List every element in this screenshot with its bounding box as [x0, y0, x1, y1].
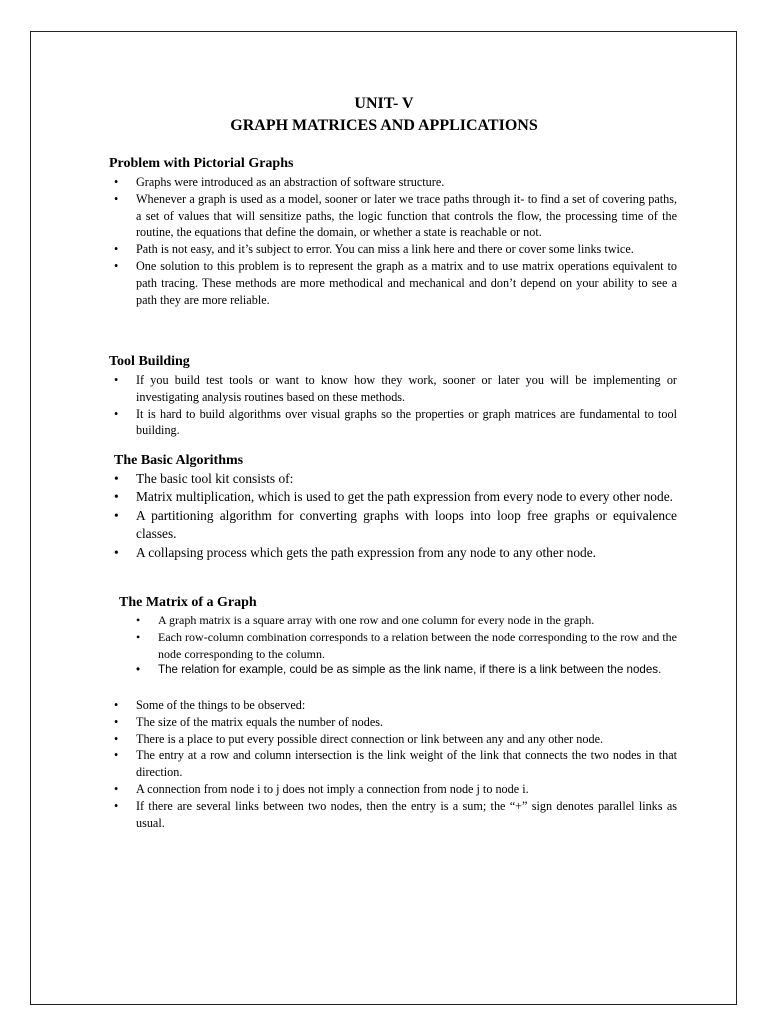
section-list-basic-algorithms: [108, 470, 677, 562]
list-item: • Path is not easy, and it’s subject to error. You can miss a link here and there or cover some links twice.: [108, 241, 677, 258]
list-item: • A partitioning algorithm for converting graphs with loops into loop free graphs or equivalence classes.: [108, 507, 677, 544]
section-heading-matrix-of-graph: The Matrix of a Graph: [119, 595, 257, 610]
list-item: • The size of the matrix equals the number of nodes.: [108, 714, 677, 731]
list-item: • One solution to this problem is to represent the graph as a matrix and to use matrix operations equivalent to path tracing. These methods are more methodical and mechanical and don’t depend on your ability to see a path they are more reliable.: [108, 258, 677, 308]
list-item: • A connection from node i to j does not imply a connection from node j to node i.: [108, 781, 677, 798]
section-heading-pictorial-graphs: Problem with Pictorial Graphs: [109, 156, 294, 171]
section-list-tool-building: [108, 372, 677, 439]
list-item: • A collapsing process which gets the path expression from any node to any other node.: [108, 544, 677, 562]
list-item: • Some of the things to be observed:: [108, 697, 677, 714]
list-item: • If there are several links between two nodes, then the entry is a sum; the “+” sign denotes parallel links as usual.: [108, 798, 677, 832]
list-item: • If you build test tools or want to know how they work, sooner or later you will be implementing or investigating analysis routines based on these methods.: [108, 372, 677, 406]
list-item: • The basic tool kit consists of:: [108, 470, 677, 488]
section-list-pictorial-graphs: [108, 174, 677, 308]
list-item: • There is a place to put every possible direct connection or link between any and any other node.: [108, 731, 677, 748]
list-item: • Matrix multiplication, which is used to get the path expression from every node to every other node.: [108, 488, 677, 506]
page-title: GRAPH MATRICES AND APPLICATIONS: [230, 117, 538, 134]
section-list-matrix-of-graph: [108, 697, 677, 831]
list-item: • It is hard to build algorithms over visual graphs so the properties or graph matrices are fundamental to tool building.: [108, 406, 677, 440]
section-heading-basic-algorithms: The Basic Algorithms: [114, 453, 244, 468]
list-item: • A graph matrix is a square array with one row and one column for every node in the graph.: [130, 612, 677, 629]
list-item: • Whenever a graph is used as a model, sooner or later we trace paths through it- to find a set of covering paths, a set of values that will sensitize paths, the logic function that controls the flow, the processing time of the routine, the equations that define the domain, or whether a state is reachable or not.: [108, 191, 677, 241]
list-item: • Each row-column combination corresponds to a relation between the node corresponding to the row and the node corresponding to the column.: [130, 629, 677, 663]
list-item: • The relation for example, could be as simple as the link name, if there is a link between the nodes.: [130, 662, 677, 679]
list-item: • The entry at a row and column intersection is the link weight of the link that connects the two nodes in that direction.: [108, 747, 677, 781]
section-heading-tool-building: Tool Building: [109, 354, 190, 369]
list-item: • Graphs were introduced as an abstraction of software structure.: [108, 174, 677, 191]
unit-label: UNIT- V: [354, 95, 414, 112]
section-sublist-matrix-of-graph: [130, 612, 677, 679]
